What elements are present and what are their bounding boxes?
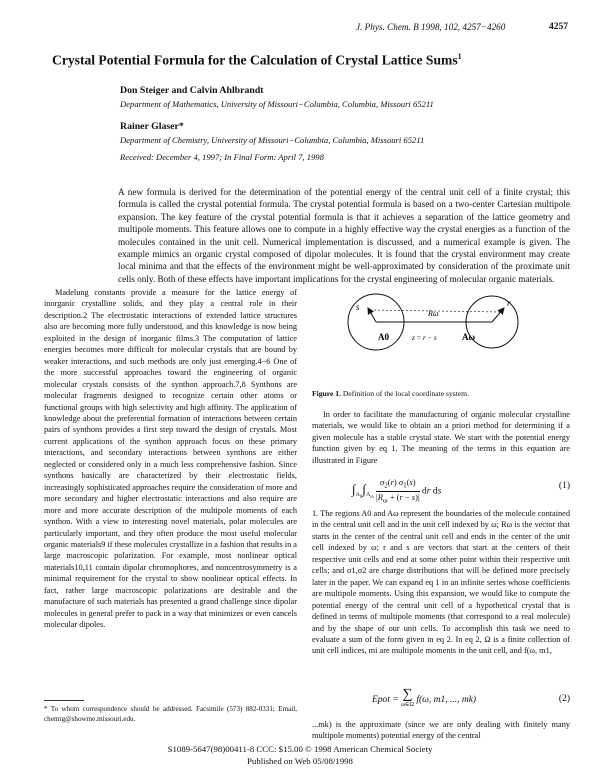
right-column-p1 [312,409,570,466]
caption-text: Definition of the local coordinate system. [342,389,469,398]
title-footnote-mark: 1 [457,52,462,61]
journal-citation: J. Phys. Chem. B 1998, 102, 4257−4260 [356,22,506,32]
equation-2-number: (2) [558,694,570,704]
right-column-p3 [312,719,570,742]
continuation-paragraph: ...mk) is the approximate (since we are only dealing with finitely many multipole moments) potential energy of the central [312,720,570,741]
paper-title [52,52,462,69]
copyright-line: S1089-5647(98)00411-8 CCC: $15.00 © 1998 American Chemical Society [167,744,433,754]
coordinate-system-diagram [312,288,570,378]
affiliation-math: Department of Mathematics, University of Missouri−Columbia, Columbia, Missouri 65211 [120,99,434,109]
method-paragraph: In order to facilitate the manufacturing of organic molecular crystalline materials, we would like to obtain an a priori method for determining if a given molecule has a stable crystal state. We start with the potential energy function given by eq 1. The meaning of the terms in this equation are illustrated in Figure [312,410,570,465]
equation-2 [312,686,570,712]
equation-2-body: Epot = ∑ ω∈Ω f(ω, m1, ..., mk) [372,687,477,708]
page-number: 4257 [549,22,568,32]
caption-label: Figure 1. [312,389,341,398]
r-vector [492,308,504,322]
equation-2-sum-index: ω∈Ω [401,702,414,708]
received-dates: Received: December 4, 1997; In Final Form: April 7, 1998 [120,152,324,162]
left-column [44,287,297,631]
figure-1-caption [312,389,469,398]
right-column-p2 [312,508,570,657]
a0-label: A0 [378,332,389,342]
abstract: A new formula is derived for the determination of the potential energy of the central unit cell of a finite crystal; this formula is called the crystal potential formula. The crystal potential formula is based on a two-center Cartesian multipole expansion. The key feature of the crystal potential formula is that it achieves a separation of the lattice geometry and multipole moments. This feature allows one to compute in a highly effective way the crystal energies as a function of the molecules contained in the unit cell. Numerical implementation is discussed, and a numerical example is given. The example mimics an organic crystal composed of dipolar molecules. It is found that the crystal environment may create local minima and that the effects of the environment might be well-approximated by consideration of the proximate unit cells only. Both of these effects have important implications for the crystal engineering of molecular organic materials. [118,187,570,284]
footnote: * To whom correspondence should be addressed. Facsimile (573) 882-0331; Email, chemrg@showme.missouri.edu. [44,705,297,723]
r-label: r [507,298,511,308]
explanation-paragraph: 1. The regions A0 and Aω represent the boundaries of the molecule contained in the central unit cell and in the unit cell indexed by ω; Rω is the vector that starts in the center of the central unit cell and ends in the center of the unit cell indexed by ω; r and s are vectors that start at the centers of their respective unit cells and end at some other point within their respective unit cells; and σ1,σ2 are charge distributions that will be defined more precisely later in the paper. We can expand eq 1 in an infinite series whose coefficients are multipole moments. Using this expansion, we would like to compute the potential energy of the central unit cell of a hypothetical crystal that is defined in terms of multipole moments (that correspond to a real molecule) and by the shape of our unit cells. To accomplish this task we need to evaluate a sum of the form given in eq 2. In eq 2, Ω is a finite collection of unit cell indices, mi are multipole moments in the unit cell, and f(ω, m1, [312,509,570,656]
s-label: s [356,302,360,312]
affiliation-chem: Department of Chemistry, University of Missouri−Columbia, Columbia, Missouri 65211 [120,135,425,145]
figure-1 [312,288,570,378]
authors-math: Don Steiger and Calvin Ahlbrandt [120,85,264,96]
r-omega-label: Rω [428,309,439,318]
equation-1-body: $\int_{A_0}\int_{A_\omega}$ $\frac{\sigma_2(r) \sigma_1(s)}{|R_\omega + (r - s)|}$ dr ds [352,477,442,505]
equation-2-rhs: f(ω, m1, ..., mk) [416,695,477,706]
authors-chem: Rainer Glaser* [120,121,184,132]
publication-date-line: Published on Web 05/08/1998 [247,756,353,766]
equation-1-number: (1) [558,481,570,491]
a-omega-label: Aω [462,332,476,342]
title-text: Crystal Potential Formula for the Calculation of Crystal Lattice Sums [52,52,458,68]
footnote-rule [44,700,84,701]
equation-1 [312,471,570,505]
equation-2-lhs: Epot = [372,695,399,706]
z-definition-label: z = r − s [412,334,437,342]
intro-paragraph: Madelung constants provide a measure for the lattice energy of inorganic crystalline solids, and they play a central role in their description.2 The electrostatic interactions of extended lattice structures also are becoming more fully understood, and this knowledge is now being exploited in the design of inorganic films.3 The computation of lattice energies becomes more difficult for molecular crystals that are bound by weaker interactions, and such methods are only just emerging.4−6 One of the more successful approaches toward the engineering of organic molecular crystals consists of the synthon approach.7,8 Synthons are molecular fragments designed to recognize certain other atoms or functional groups with high selectivity and high affinity. The application of knowledge about the preferential formation of interactions between certain pairs of synthons provides a first step toward the design of crystals. Most current applications of the synthon approach focus on these primary interactions, and secondary interactions between synthons are either neglected or considered only in a much less comprehensive fashion. Since synthons basically are characterized by their electrostatic fields, increasingly sophisticated approaches require the consideration of more and more secondary and higher electrostatic interactions and also require are more and more accurate description of the multipole moments of each synthon. With a view to interesting novel materials, polar molecules are particularly important, and they often produce the most useful molecular organic materials9 if these molecules crystallize in a fashion that results in a large macroscopic polarization. For example, most nonlinear optical materials10,11 contain dipolar chromophores, and noncentrosymmetry is a minimal requirement for the crystal to show nonlinear optical effects. In fact, rather large macroscopic polarizations are desirable and the manufacture of such materials has presented a grand challenge since dipolar molecules in general prefer to pack in a way that minimizes or even cancels molecular dipoles. [44,288,297,630]
